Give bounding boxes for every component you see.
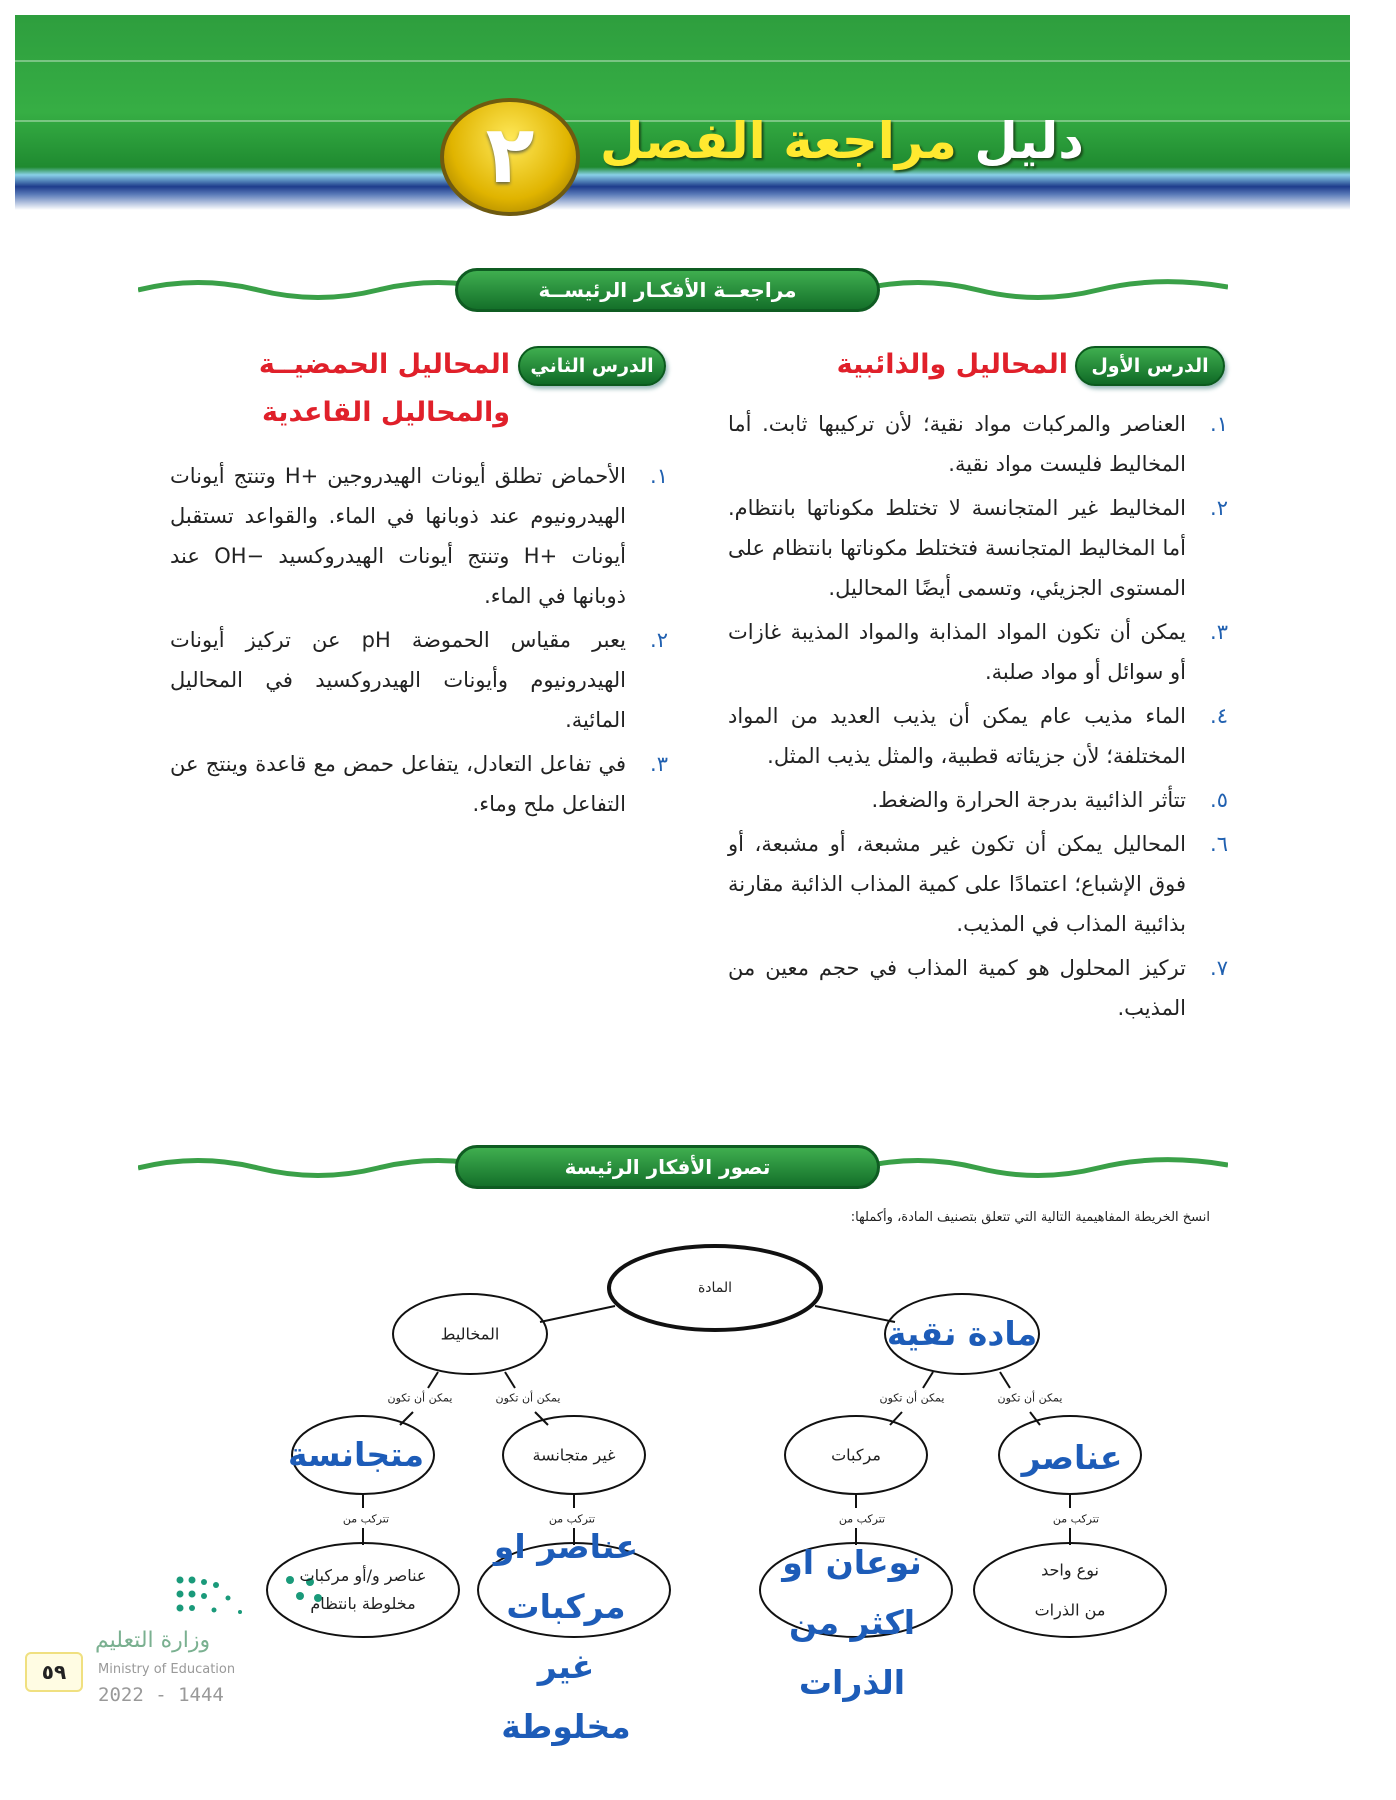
section-banner-review: مراجعــة الأفكـار الرئيســة xyxy=(455,268,880,312)
lesson1-title: المحاليل والذائبية xyxy=(836,349,1068,380)
ministry-name-en: Ministry of Education xyxy=(98,1662,236,1677)
edge-label: يمكن أن تكون xyxy=(879,1391,945,1405)
edge-label: تتركب من xyxy=(1052,1512,1100,1526)
edition-year: 2022 - 1444 xyxy=(98,1684,224,1706)
item-text: العناصر والمركبات مواد نقية؛ لأن تركيبها ثابت. أما المخاليط فليست مواد نقية. xyxy=(728,412,1186,476)
item-number: ١. xyxy=(1210,412,1228,436)
node-compounds: مركبات xyxy=(831,1445,881,1465)
item-number: ٢. xyxy=(650,628,668,652)
item-text: الماء مذيب عام يمكن أن يذيب العديد من المواد المختلفة؛ لأن جزيئاته قطبية، والمثل يذيب المثل. xyxy=(728,704,1186,768)
title-prefix: دليل xyxy=(974,112,1084,170)
node-homogeneous-composition: عناصر و/أو مركبات مخلوطة بانتظام xyxy=(299,1566,427,1613)
item-number: ٦. xyxy=(1210,832,1228,856)
node-compounds-composition: نوعان او اكثر من الذرات xyxy=(782,1543,922,1702)
item-text: المخاليط غير المتجانسة لا تختلط مكوناتها بانتظام. أما المخاليط المتجانسة فتختلط مكوناتها بانتظام على المستوى الجزيئي، وتسمى أيضًا المحاليل. xyxy=(728,496,1186,600)
item-number: ٣. xyxy=(650,752,668,776)
item-number: ٤. xyxy=(1210,704,1228,728)
lesson2-pill: الدرس الثاني xyxy=(518,346,666,386)
node-elements: عناصر xyxy=(1021,1438,1123,1477)
item-text: الأحماض تطلق أيونات الهيدروجين +H وتنتج أيونات الهيدرونيوم عند ذوبانها في الماء. والقواعد تستقبل أيونات +H وتنتج أيونات الهيدروكسيد −OH عند ذوبانها في الماء. xyxy=(170,464,627,608)
node-homogeneous: متجانسة xyxy=(287,1435,425,1474)
edge-label: يمكن أن تكون xyxy=(495,1391,561,1405)
page-number: ٥٩ xyxy=(25,1652,83,1692)
node-elements-composition-line2: من الذرات xyxy=(1034,1600,1106,1620)
node-elements-composition-line1: نوع واحد xyxy=(1041,1560,1099,1580)
edge-label: يمكن أن تكون xyxy=(997,1391,1063,1405)
edge-label: يمكن أن تكون xyxy=(387,1391,453,1405)
chapter-number-badge: ٢ xyxy=(440,98,580,216)
section-banner-map: تصور الأفكار الرئيسة xyxy=(455,1145,880,1189)
edge-label: تتركب من xyxy=(548,1512,596,1526)
item-number: ٥. xyxy=(1210,788,1228,812)
item-number: ٢. xyxy=(1210,496,1228,520)
lesson1-pill: الدرس الأول xyxy=(1075,346,1225,386)
ministry-name-ar: وزارة التعليم xyxy=(95,1628,211,1653)
item-number: ٣. xyxy=(1210,620,1228,644)
item-number: ٧. xyxy=(1210,956,1228,980)
item-text: يعبر مقياس الحموضة pH عن تركيز أيونات الهيدرونيوم وأيونات الهيدروكسيد في المحاليل المائية. xyxy=(170,628,626,732)
node-mixtures: المخاليط xyxy=(440,1324,500,1344)
node-heterogeneous: غير متجانسة xyxy=(532,1445,616,1465)
node-pure-substance: مادة نقية xyxy=(886,1314,1038,1353)
item-text: يمكن أن تكون المواد المذابة والمواد المذيبة غازات أو سوائل أو مواد صلبة. xyxy=(728,620,1186,684)
lesson2-title-line1: المحاليل الحمضيــة xyxy=(258,349,510,380)
title-main: مراجعة الفصل xyxy=(600,112,957,170)
node-root: المادة xyxy=(697,1280,733,1296)
node-heterogeneous-composition: عناصر او مركبات غير مخلوطة xyxy=(493,1527,639,1746)
item-text: تركيز المحلول هو كمية المذاب في حجم معين من المذيب. xyxy=(728,956,1186,1020)
lesson2-title-line2: والمحاليل القاعدية xyxy=(261,397,510,428)
map-instruction: انسخ الخريطة المفاهيمية التالية التي تتعلق بتصنيف المادة، وأكملها: xyxy=(850,1210,1210,1225)
edge-line xyxy=(540,1306,615,1322)
item-text: المحاليل يمكن أن تكون غير مشبعة، أو مشبعة، أو فوق الإشباع؛ اعتمادًا على كمية المذاب الذائبة مقارنة بذائبية المذاب في المذيب. xyxy=(728,832,1186,936)
item-number: ١. xyxy=(650,464,668,488)
item-text: تتأثر الذائبية بدرجة الحرارة والضغط. xyxy=(871,788,1186,812)
item-text: في تفاعل التعادل، يتفاعل حمض مع قاعدة وينتج عن التفاعل ملح وماء. xyxy=(170,752,626,816)
edge-label: تتركب من xyxy=(342,1512,390,1526)
edge-label: تتركب من xyxy=(838,1512,886,1526)
